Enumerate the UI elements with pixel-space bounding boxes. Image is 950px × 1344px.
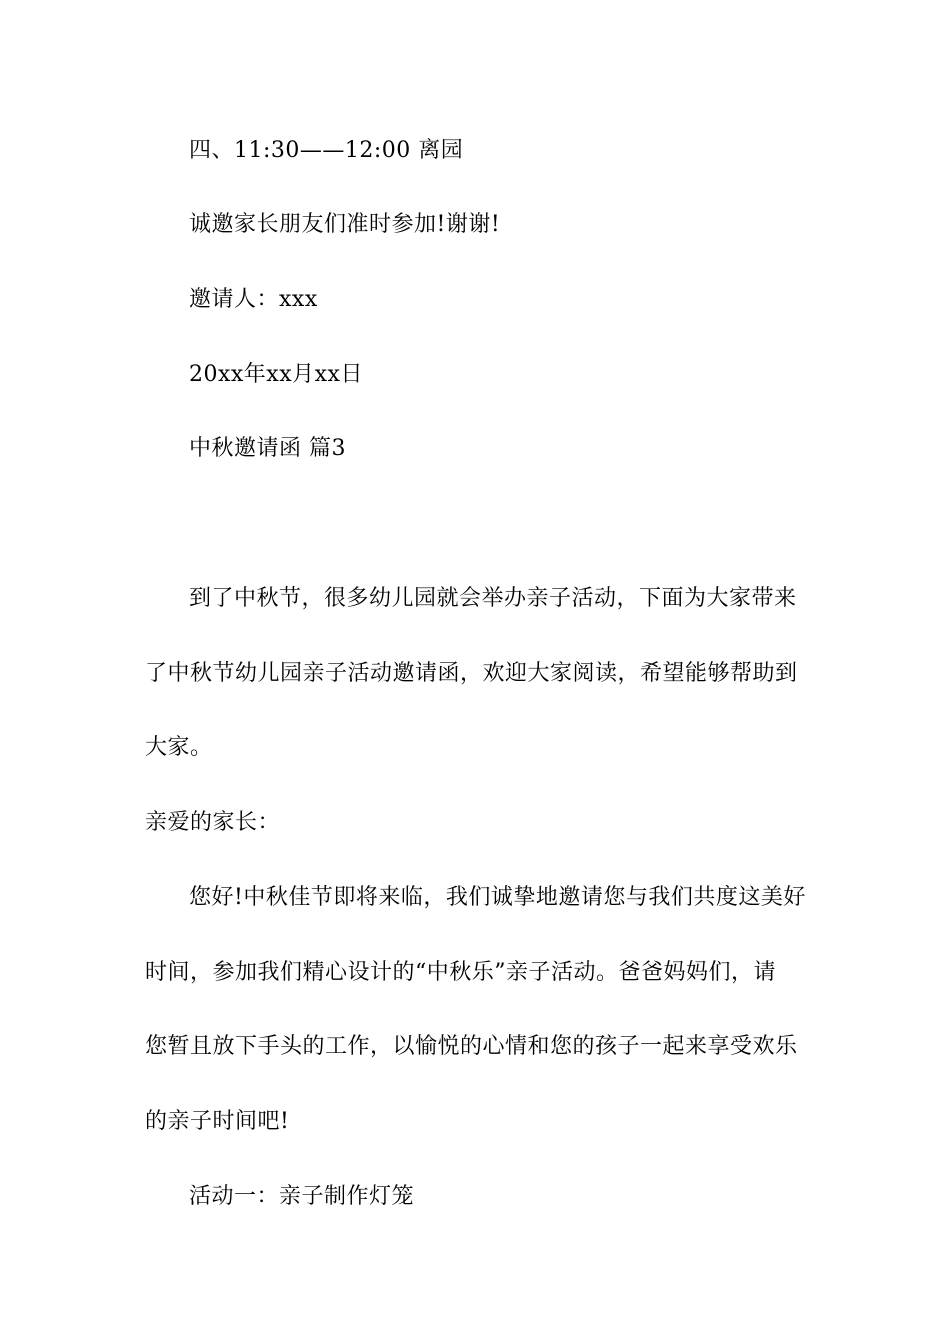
body-paragraph-line-2: 时间，参加我们精心设计的“中秋乐”亲子活动。爸爸妈妈们，请 bbox=[145, 960, 776, 985]
body-paragraph-line-3: 您暂且放下手头的工作，以愉悦的心情和您的孩子一起来享受欢乐 bbox=[145, 1034, 798, 1059]
inviter-line: 邀请人：xxx bbox=[189, 287, 318, 312]
section-title: 中秋邀请函 篇3 bbox=[189, 436, 346, 461]
body-paragraph-line-1: 您好!中秋佳节即将来临，我们诚挚地邀请您与我们共度这美好 bbox=[189, 885, 806, 910]
date-line: 20xx年xx月xx日 bbox=[189, 362, 363, 387]
invitation-closing: 诚邀家长朋友们准时参加!谢谢! bbox=[189, 212, 501, 237]
intro-paragraph-line-3: 大家。 bbox=[145, 735, 213, 760]
salutation: 亲爱的家长： bbox=[145, 810, 281, 835]
body-paragraph-line-4: 的亲子时间吧! bbox=[145, 1109, 290, 1134]
intro-paragraph-line-1: 到了中秋节，很多幼儿园就会举办亲子活动，下面为大家带来 bbox=[189, 586, 797, 611]
schedule-item-four: 四、11:30——12:00 离园 bbox=[189, 138, 464, 163]
intro-paragraph-line-2: 了中秋节幼儿园亲子活动邀请函，欢迎大家阅读，希望能够帮助到 bbox=[145, 661, 798, 686]
activity-one-heading: 活动一：亲子制作灯笼 bbox=[189, 1184, 415, 1209]
